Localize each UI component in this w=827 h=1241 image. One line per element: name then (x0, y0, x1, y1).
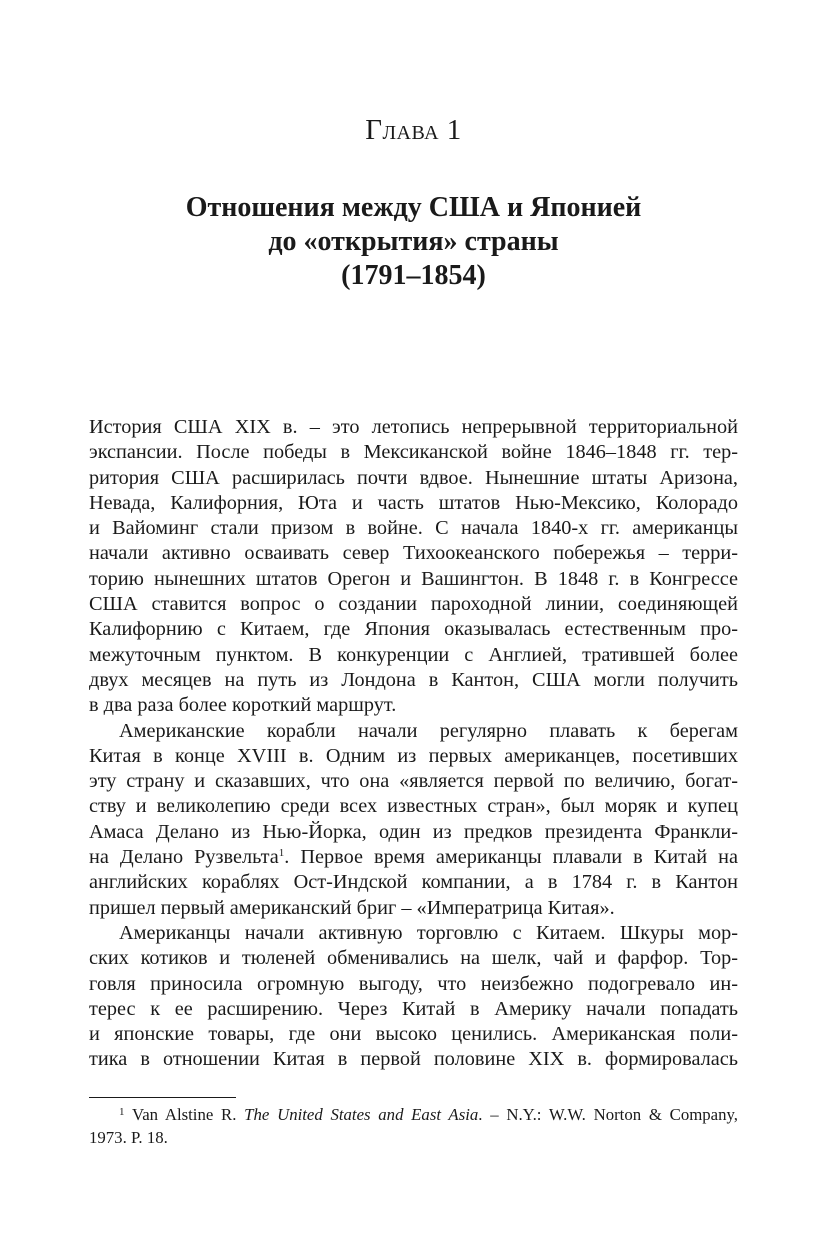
paragraph-2 (89, 719, 738, 921)
text-line: начали активно осваивать север Тихоокеанского побережья – терри- (89, 542, 738, 565)
text-line: экспансии. После победы в Мексиканской войне 1846–1848 гг. тер- (89, 441, 738, 464)
footnote-title: The United States and East Asia (244, 1105, 479, 1124)
text-line: пришел первый американский бриг – «Императрица Китая». (89, 896, 615, 919)
footnote (89, 1103, 738, 1149)
text-line: и японские товары, где они высоко ценились. Американская поли- (89, 1023, 738, 1046)
footnote-ref[interactable]: 1 (278, 847, 285, 860)
text-line: Калифорнию с Китаем, где Япония оказывалась естественным про- (89, 618, 738, 641)
chapter-title-line: (1791–1854) (341, 260, 486, 291)
text-line: ству и великолепию среди всех известных стран», был моряк и купец (89, 795, 738, 818)
footnote-line (89, 1103, 738, 1126)
text-line: История США XIX в. – это летопись непрерывной территориальной (89, 416, 738, 438)
text-line-with-footnote (89, 845, 738, 870)
text-line: терес к ее расширению. Через Китай в Америку начали попадать (89, 997, 738, 1020)
paragraph-1 (89, 415, 738, 719)
text-line: Американцы начали активную торговлю с Китаем. Шкуры мор- (119, 921, 738, 944)
text-line: говля приносила огромную выгоду, что неизбежно подогревало ин- (89, 972, 738, 995)
text-line: США ставится вопрос о создании пароходной линии, соединяющей (89, 593, 738, 616)
text-line: торию нынешних штатов Орегон и Вашингтон. В 1848 г. в Конгрессе (89, 567, 738, 590)
chapter-title-line: Отношения между США и Японией (185, 192, 642, 223)
text-line: тика в отношении Китая в первой половине XIX в. формировалась (89, 1048, 738, 1071)
footnote-divider (89, 1097, 236, 1098)
footnote-number: 1 (119, 1106, 125, 1118)
text-line: в два раза более короткий маршрут. (89, 694, 397, 717)
chapter-title (0, 191, 827, 293)
footnote-publisher: . – N.Y.: W.W. Norton & Company, (478, 1105, 738, 1124)
text-line: английских кораблях Ост-Индской компании, а в 1784 г. в Кантон (89, 871, 738, 894)
footnote-author: Van Alstine R. (131, 1105, 237, 1124)
text-line: Американские корабли начали регулярно плавать к берегам (119, 719, 738, 742)
text-segment: . Первое время американцы плавали в Китай на (284, 846, 738, 869)
text-line: Китая в конце XVIII в. Одним из первых американцев, посетивших (89, 744, 738, 767)
paragraph-3 (89, 921, 738, 1073)
chapter-label: Глава 1 (365, 114, 462, 146)
text-segment: на Делано Рузвельта (89, 846, 279, 869)
text-line: межуточным пунктом. В конкуренции с Англией, тратившей более (89, 643, 738, 666)
text-line: эту страну и сказавших, что она «является первой по величию, богат- (89, 770, 738, 793)
text-line: ритория США расширилась почти вдвое. Нынешние штаты Аризона, (89, 466, 738, 489)
text-line: ских котиков и тюленей обменивались на шелк, чай и фарфор. Тор- (89, 947, 738, 970)
text-line: Амаса Делано из Нью-Йорка, один из предков президента Франкли- (89, 820, 738, 843)
chapter-title-line: до «открытия» страны (268, 226, 559, 257)
footnote-line: 1973. P. 18. (89, 1128, 168, 1147)
text-line: двух месяцев на путь из Лондона в Кантон, США могли получить (89, 668, 738, 691)
body-text (89, 415, 738, 1073)
text-line: Невада, Калифорния, Юта и часть штатов Нью-Мексико, Колорадо (89, 491, 738, 514)
text-line: и Вайоминг стали призом в войне. С начала 1840-х гг. американцы (89, 517, 738, 540)
